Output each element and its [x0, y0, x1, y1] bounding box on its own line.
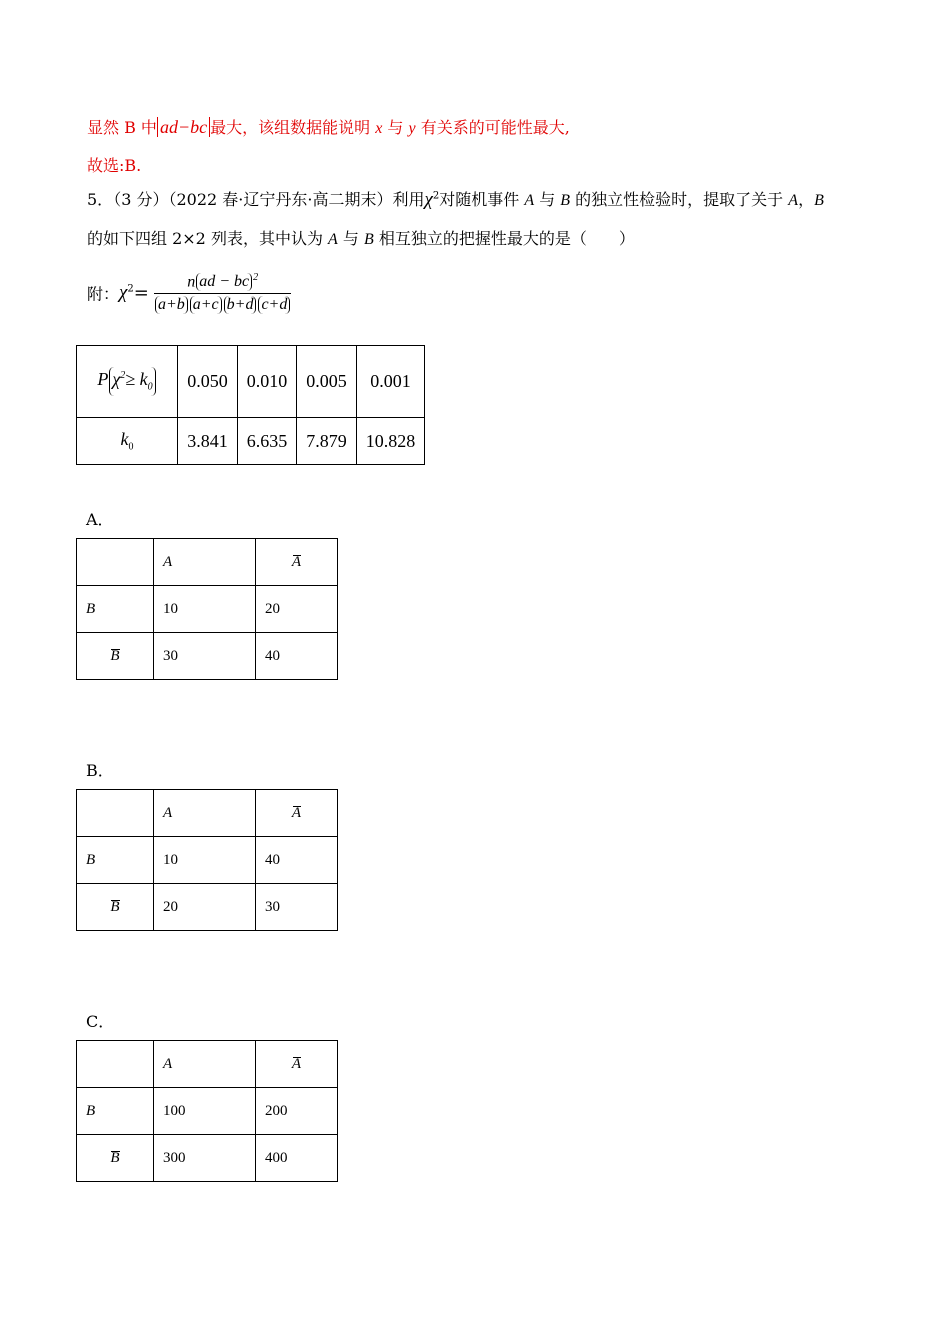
table-cell: 40: [256, 633, 338, 680]
question-line2-a: 的如下四组 2×2 列表，其中认为: [87, 229, 323, 248]
event-b-2: B: [814, 192, 824, 209]
formula-den-1: a+b: [155, 296, 188, 314]
critical-value-table: [76, 345, 425, 465]
solution-line-1: [87, 115, 570, 138]
header-not-a: [256, 790, 338, 837]
header-not-a: [256, 539, 338, 586]
table-row: [77, 837, 338, 884]
table-cell: 300: [154, 1135, 256, 1182]
question-text-a: 利用: [392, 190, 425, 209]
table-row: [77, 790, 338, 837]
option-a-table: [76, 538, 338, 680]
table-row: [77, 1041, 338, 1088]
formula-chi-sup: 2: [127, 283, 134, 295]
option-label-b: B．: [86, 761, 114, 780]
question-number: 5．: [87, 190, 114, 209]
comma: ，: [798, 190, 815, 209]
formula-fraction: [154, 272, 291, 314]
not-a-symbol: A: [291, 553, 302, 570]
question-line2-b: 相互独立的把握性最大的是（ ）: [378, 229, 635, 248]
option-label-c: C．: [86, 1012, 115, 1031]
table-row: [77, 633, 338, 680]
empty-corner-cell: [77, 539, 154, 586]
not-a-symbol: A: [291, 1055, 302, 1072]
option-c-table: [76, 1040, 338, 1182]
table-cell: 30: [256, 884, 338, 931]
k-value-cell: 6.635: [238, 418, 297, 465]
solution-suffix-a: 最大，该组数据能说明: [210, 118, 371, 137]
row-label-not-b: [77, 633, 154, 680]
table-cell: 100: [154, 1088, 256, 1135]
p-sub: 0: [147, 381, 153, 393]
k-sub: 0: [128, 441, 134, 453]
question-text-c: 的独立性检验时，提取了关于: [575, 190, 784, 209]
p-inner: ≥ k: [125, 368, 148, 389]
k-symbol: k: [120, 429, 129, 450]
k-value-cell: 3.841: [178, 418, 238, 465]
question-source: （2022 春·辽宁丹东·高二期末）: [168, 190, 393, 209]
formula-label: 附：: [87, 284, 120, 304]
table-cell: 200: [256, 1088, 338, 1135]
formula-equals: =: [133, 282, 149, 304]
chi-superscript: 2: [432, 190, 440, 202]
header-a: A: [154, 539, 256, 586]
question-line-2: [87, 226, 635, 249]
var-x: x: [375, 120, 383, 137]
table-cell: 20: [256, 586, 338, 633]
formula-num-paren: [196, 273, 252, 291]
table-row: [77, 539, 338, 586]
question-text-b: 对随机事件: [439, 190, 520, 209]
probability-cell: 0.005: [297, 346, 357, 418]
chi-square-formula: [87, 272, 291, 314]
row-label-not-b: [77, 1135, 154, 1182]
table-cell: 30: [154, 633, 256, 680]
p-chi: χ: [112, 368, 121, 389]
header-not-a: [256, 1041, 338, 1088]
header-a: A: [154, 1041, 256, 1088]
probability-cell: 0.010: [238, 346, 297, 418]
var-y: y: [408, 120, 416, 137]
abs-expression: ad−bc: [157, 117, 210, 137]
table-row: [77, 884, 338, 931]
option-b-table: [76, 789, 338, 931]
table-cell: 10: [154, 837, 256, 884]
formula-num-inner: ad − bc: [199, 273, 250, 291]
event-b: B: [560, 192, 571, 209]
event-b-3: B: [364, 231, 374, 248]
not-a-symbol: A: [291, 804, 302, 821]
event-a-2: A: [788, 192, 799, 209]
formula-n: n: [187, 273, 196, 291]
word-and-2: 与: [342, 229, 359, 248]
solution-mid: 与: [387, 118, 404, 137]
k-value-cell: 10.828: [357, 418, 425, 465]
k-value-row: [77, 418, 425, 465]
row-label-b: B: [77, 837, 154, 884]
table-cell: 400: [256, 1135, 338, 1182]
formula-numerator: [154, 272, 291, 294]
word-and: 与: [539, 190, 556, 209]
empty-corner-cell: [77, 790, 154, 837]
solution-prefix: 显然 B 中: [87, 118, 157, 137]
p-symbol: P: [97, 368, 109, 389]
row-label-b: B: [77, 1088, 154, 1135]
probability-cell: 0.001: [357, 346, 425, 418]
table-cell: 40: [256, 837, 338, 884]
not-b-symbol: B: [110, 1149, 120, 1166]
chi-symbol: χ: [424, 189, 433, 210]
row-label-not-b: [77, 884, 154, 931]
empty-corner-cell: [77, 1041, 154, 1088]
probability-cell: 0.050: [178, 346, 238, 418]
table-cell: 10: [154, 586, 256, 633]
event-a-3: A: [328, 231, 338, 248]
formula-denominator: [154, 294, 291, 314]
table-row: [77, 1088, 338, 1135]
solution-suffix-b: 有关系的可能性最大,: [420, 118, 570, 137]
not-b-symbol: B: [110, 898, 120, 915]
table-row: [77, 1135, 338, 1182]
k-value-cell: 7.879: [297, 418, 357, 465]
formula-den-4: c+d: [258, 296, 290, 314]
not-b-symbol: B: [110, 647, 120, 664]
formula-den-2: a+c: [190, 296, 222, 314]
question-score: （3 分）: [113, 190, 169, 209]
k-label: [77, 418, 178, 465]
formula-chi: χ: [119, 282, 128, 304]
event-a: A: [524, 192, 535, 209]
p-chi-sup: 2: [120, 369, 126, 381]
solution-line-2: 故选:B.: [87, 156, 142, 175]
row-label-b: B: [77, 586, 154, 633]
table-row: [77, 586, 338, 633]
formula-num-sup: 2: [253, 272, 259, 283]
probability-label: [77, 346, 178, 418]
p-paren: [109, 367, 155, 397]
formula-den-3: b+d: [224, 296, 257, 314]
table-cell: 20: [154, 884, 256, 931]
option-label-a: A．: [86, 510, 114, 529]
probability-row: [77, 346, 425, 418]
question-line-1: [87, 187, 824, 211]
header-a: A: [154, 790, 256, 837]
